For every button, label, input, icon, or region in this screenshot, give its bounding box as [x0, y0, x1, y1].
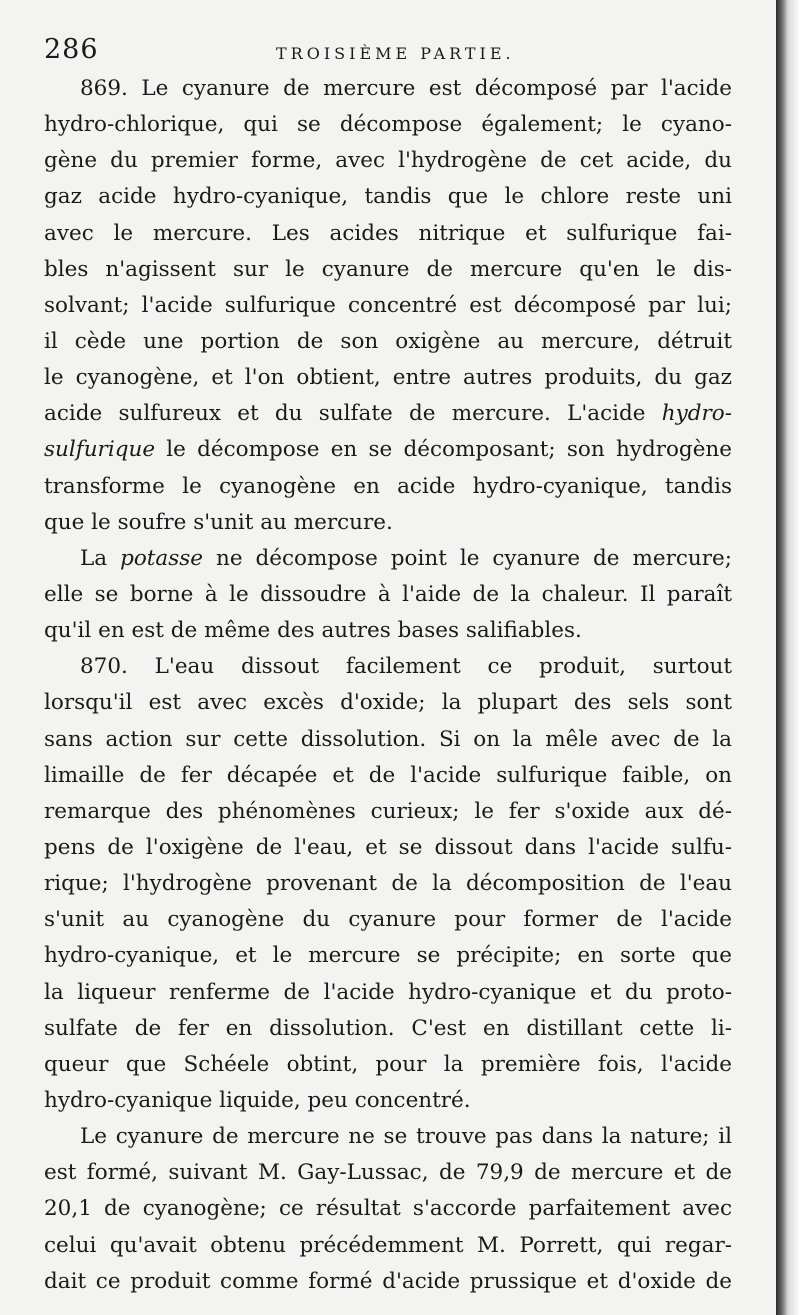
- text-segment: ne décompose point le cyanure de mercure;: [203, 545, 732, 571]
- text-line: [44, 1011, 732, 1047]
- text-segment: remarque des phénomènes curieux; le fer s'oxide aux dé-: [44, 798, 732, 824]
- text-segment: limaille de fer décapée et de l'acide sulfurique faible, on: [44, 762, 732, 788]
- text-line: [44, 505, 732, 541]
- text-segment: solvant; l'acide sulfurique concentré est décomposé par lui;: [44, 292, 732, 318]
- text-line: [44, 1264, 732, 1300]
- text-line: [44, 649, 732, 685]
- text-segment: gène du premier forme, avec l'hydrogène de cet acide, du: [44, 148, 732, 174]
- paragraph: [44, 649, 732, 1119]
- text-segment: transforme le cyanogène en acide hydro-cyanique, tandis: [44, 473, 732, 499]
- text-segment: celui qu'avait obtenu précédemment M. Porrett, qui regar-: [44, 1232, 732, 1258]
- text-line: [44, 216, 732, 252]
- text-segment: elle se borne à le dissoudre à l'aide de la chaleur. Il paraît: [44, 581, 732, 607]
- text-segment: la liqueur renferme de l'acide hydro-cyanique et du proto-: [44, 979, 732, 1005]
- book-gutter: [776, 0, 800, 1315]
- text-line: [44, 324, 732, 360]
- text-segment: La: [80, 545, 121, 571]
- text-line: [44, 432, 732, 468]
- text-line: [44, 866, 732, 902]
- text-line: [44, 1228, 732, 1264]
- paragraph: [44, 71, 732, 541]
- text-line: [44, 1191, 732, 1227]
- italic-text: hydro-: [661, 401, 732, 427]
- text-line: [44, 179, 732, 215]
- text-line: [44, 902, 732, 938]
- text-line: [44, 107, 732, 143]
- text-line: [44, 469, 732, 505]
- text-line: [44, 1047, 732, 1083]
- text-line: [44, 71, 732, 107]
- text-segment: est formé, suivant M. Gay-Lussac, de 79,9 de mercure et de: [44, 1160, 732, 1186]
- text-line: [44, 758, 732, 794]
- paragraph: [44, 541, 732, 649]
- text-segment: acide sulfureux et du sulfate de mercure. L'acide: [44, 401, 662, 427]
- text-line: [44, 1083, 732, 1119]
- text-line: [44, 794, 732, 830]
- text-line: [44, 722, 732, 758]
- text-segment: 869. Le cyanure de mercure est décomposé par l'acide: [80, 76, 732, 101]
- text-segment: lorsqu'il est avec excès d'oxide; la plupart des sels sont: [44, 690, 732, 716]
- text-segment: qu'il en est de même des autres bases salifiables.: [44, 618, 582, 644]
- text-line: [44, 541, 732, 577]
- text-segment: Le cyanure de mercure ne se trouve pas dans la nature; il: [80, 1124, 732, 1150]
- text-segment: rique; l'hydrogène provenant de la décomposition de l'eau: [44, 871, 732, 897]
- text-segment: il cède une portion de son oxigène au mercure, détruit: [44, 328, 732, 354]
- text-segment: que le soufre s'unit au mercure.: [44, 509, 393, 535]
- text-line: [44, 830, 732, 866]
- text-segment: bles n'agissent sur le cyanure de mercure qu'en le dis-: [44, 256, 732, 282]
- text-line: [44, 143, 732, 179]
- text-line: [44, 938, 732, 974]
- text-segment: hydro-cyanique liquide, peu concentré.: [44, 1087, 471, 1113]
- text-line: [44, 396, 732, 432]
- page-header: [44, 30, 734, 70]
- italic-text: sulfurique: [44, 437, 156, 463]
- text-segment: sans action sur cette dissolution. Si on la mêle avec de la: [44, 726, 732, 752]
- text-line: [44, 685, 732, 721]
- text-segment: dait ce produit comme formé d'acide prussique et d'oxide de: [44, 1268, 732, 1294]
- text-line: [44, 577, 732, 613]
- text-segment: 20,1 de cyanogène; ce résultat s'accorde parfaitement avec: [44, 1196, 732, 1222]
- text-segment: hydro-chlorique, qui se décompose également; le cyano-: [44, 112, 732, 138]
- text-segment: le décompose en se décomposant; son hydrogène: [155, 437, 732, 463]
- text-segment: 870. L'eau dissout facilement ce produit, surtout: [80, 654, 732, 680]
- text-line: [44, 288, 732, 324]
- text-line: [44, 360, 732, 396]
- text-line: [44, 1155, 732, 1191]
- italic-text: potasse: [120, 545, 204, 571]
- running-head: TROISIÈME PARTIE.: [276, 44, 515, 63]
- paragraph: [44, 1119, 732, 1300]
- body-text: [44, 71, 732, 1300]
- text-segment: hydro-cyanique, et le mercure se précipite; en sorte que: [44, 943, 732, 969]
- text-segment: avec le mercure. Les acides nitrique et sulfurique fai-: [44, 220, 732, 246]
- text-segment: pens de l'oxigène de l'eau, et se dissout dans l'acide sulfu-: [44, 834, 732, 860]
- text-segment: sulfate de fer en dissolution. C'est en distillant cette li-: [44, 1015, 732, 1041]
- text-line: [44, 975, 732, 1011]
- text-segment: queur que Schéele obtint, pour la première fois, l'acide: [44, 1051, 732, 1077]
- text-segment: gaz acide hydro-cyanique, tandis que le chlore reste uni: [44, 184, 732, 210]
- text-line: [44, 252, 732, 288]
- page-number: 286: [44, 34, 99, 65]
- text-line: [44, 613, 732, 649]
- text-segment: le cyanogène, et l'on obtient, entre autres produits, du gaz: [44, 365, 732, 391]
- text-line: [44, 1119, 732, 1155]
- text-segment: s'unit au cyanogène du cyanure pour former de l'acide: [44, 907, 732, 933]
